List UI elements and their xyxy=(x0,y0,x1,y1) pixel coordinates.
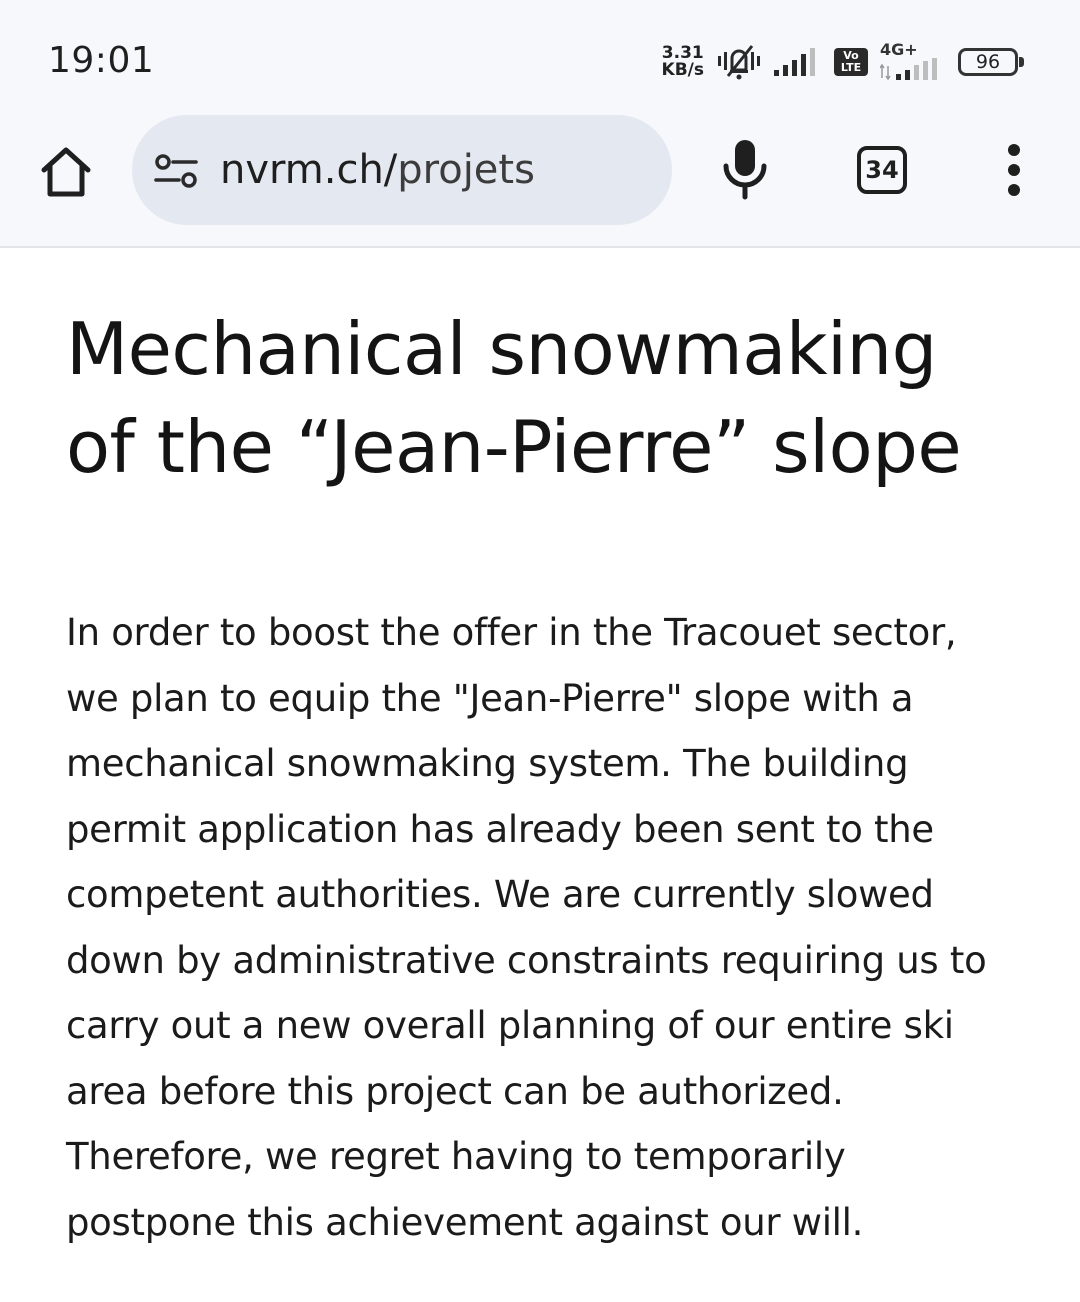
volte-bottom: LTE xyxy=(840,61,862,74)
mute-vibrate-icon xyxy=(716,42,762,82)
tune-icon[interactable] xyxy=(154,153,198,189)
signal-icon xyxy=(774,46,822,78)
net-speed-unit: KB/s xyxy=(661,60,704,80)
page-content xyxy=(66,300,1026,1255)
net-speed-value: 3.31 xyxy=(661,43,704,63)
browser-toolbar xyxy=(0,112,1080,248)
home-icon[interactable] xyxy=(36,142,96,202)
url-text[interactable] xyxy=(220,147,535,193)
page-title-line2: of the “Jean-Pierre” slope xyxy=(66,405,962,489)
page-title xyxy=(66,300,1026,496)
address-bar[interactable] xyxy=(132,115,672,225)
tab-switcher-button[interactable]: 34 xyxy=(857,146,907,194)
more-vert-icon[interactable] xyxy=(996,142,1032,198)
page-title-line1: Mechanical snowmaking xyxy=(66,307,937,391)
volte-top: Vo xyxy=(843,49,859,62)
battery-level: 96 xyxy=(975,51,1001,73)
signal-4g-icon xyxy=(880,42,946,82)
status-bar xyxy=(0,0,1080,112)
url-path: projets xyxy=(397,147,535,193)
signal-4g-bars xyxy=(880,58,946,82)
url-host: nvrm.ch/ xyxy=(220,147,398,193)
network-type-label: 4G+ xyxy=(880,40,918,59)
article-body: In order to boost the offer in the Tracouet sector, we plan to equip the "Jean-Pierre" slope with a mechanical snowmaking system. The building permit application has already been sent to the competent authorities. We are currently slowed down by administrative constraints requiring us to carry out a new overall planning of our entire ski area before this project can be authorized. Therefore, we regret having to temporarily postpone this achievement against our will. xyxy=(66,611,987,1244)
net-speed xyxy=(662,45,704,79)
status-icons xyxy=(662,40,1018,84)
status-time: 19:01 xyxy=(48,40,155,81)
mic-icon[interactable] xyxy=(720,138,770,200)
battery-icon xyxy=(958,48,1018,76)
volte-icon xyxy=(834,48,868,76)
